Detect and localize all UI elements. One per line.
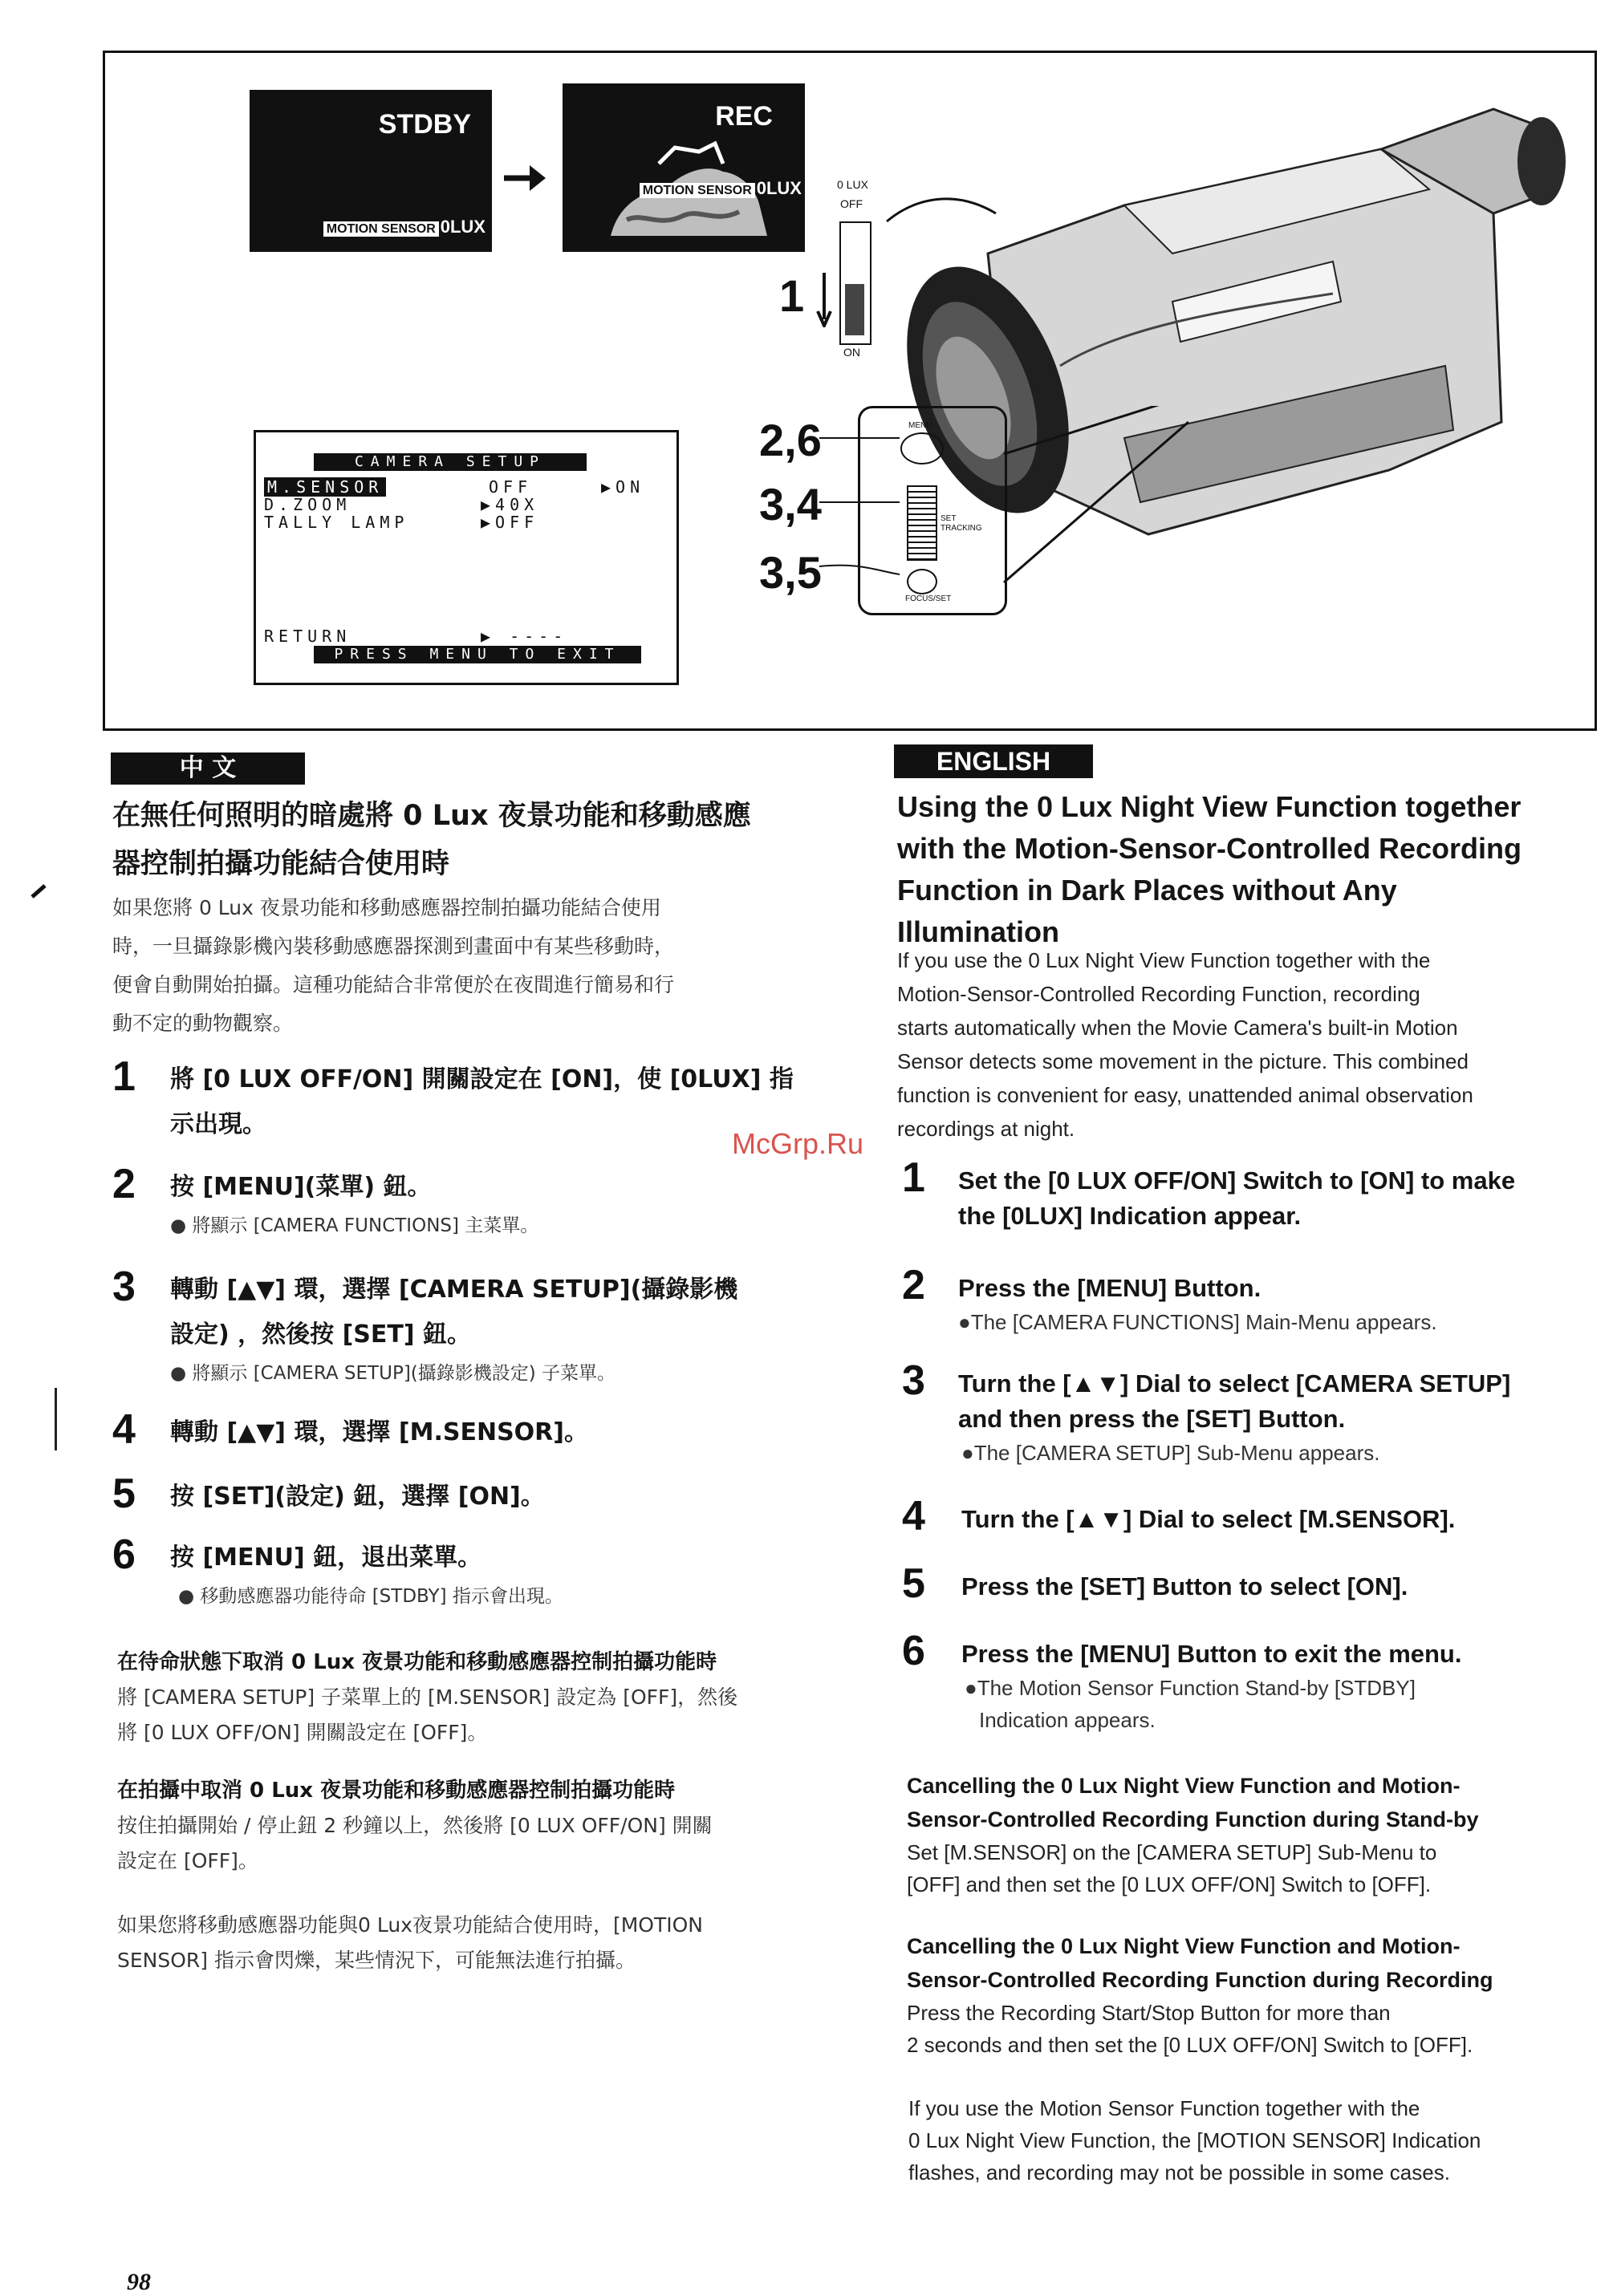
english-intro bbox=[897, 943, 1611, 1146]
english-step-5 bbox=[902, 1560, 1608, 1607]
english-step-text: Press the [SET] Button to select [ON]. bbox=[961, 1572, 1408, 1600]
english-step-note: Indication appears. bbox=[979, 1708, 1156, 1732]
menu-row-msensor[interactable] bbox=[264, 477, 673, 497]
callout-2-6: 2,6 bbox=[759, 415, 822, 465]
english-cancel-standby-line: Set [M.SENSOR] on the [CAMERA SETUP] Sub-Menu to bbox=[907, 1840, 1437, 1864]
callout-3-5: 3,5 bbox=[759, 547, 822, 598]
english-note-line: flashes, and recording may not be possible in some cases. bbox=[908, 2160, 1450, 2184]
english-intro-line: Motion-Sensor-Controlled Recording Function, recording bbox=[897, 982, 1420, 1006]
watermark-link[interactable]: McGrp.Ru bbox=[732, 1127, 864, 1160]
english-step-number: 2 bbox=[902, 1262, 925, 1308]
english-note bbox=[908, 2092, 1615, 2189]
menu-return-value: ▶ ---- bbox=[481, 627, 568, 646]
stdby-indicator-row bbox=[323, 217, 486, 237]
chinese-step-text: 轉動 [▲▼] 環，選擇 [CAMERA SETUP](攝錄影機 bbox=[170, 1276, 738, 1304]
english-step-number: 3 bbox=[902, 1357, 925, 1404]
chinese-step-6 bbox=[112, 1531, 835, 1612]
english-title bbox=[897, 786, 1603, 953]
menu-button-label: MENU bbox=[908, 421, 932, 430]
english-cancel-recording-line: Press the Recording Start/Stop Button for more than bbox=[907, 2001, 1391, 2025]
menu-row-tally-opt1: ▶OFF bbox=[481, 513, 539, 532]
chinese-step-text: 設定) ，然後按 [SET] 鈕。 bbox=[170, 1320, 472, 1349]
step-1-callout: 1 bbox=[779, 270, 805, 321]
stdby-motion-sensor-label: MOTION SENSOR bbox=[323, 221, 439, 237]
chinese-step-number: 5 bbox=[112, 1470, 136, 1517]
chinese-step-note: ● 移動感應器功能待命 [STDBY] 指示會出現。 bbox=[178, 1586, 563, 1607]
callout-leader-lines bbox=[811, 406, 1261, 615]
switch-label-on: ON bbox=[843, 346, 860, 359]
english-step-text: Set the [0 LUX OFF/ON] Switch to [ON] to make bbox=[958, 1166, 1516, 1195]
chinese-step-note: ● 將顯示 [CAMERA SETUP](攝錄影機設定) 子菜單。 bbox=[170, 1363, 616, 1384]
english-step-text: and then press the [SET] Button. bbox=[958, 1405, 1346, 1433]
english-step-text: Turn the [▲▼] Dial to select [M.SENSOR]. bbox=[961, 1505, 1456, 1533]
stdby-mode-label: STDBY bbox=[378, 109, 471, 140]
english-cancel-standby-line: [OFF] and then set the [0 LUX OFF/ON] Switch to [OFF]. bbox=[907, 1872, 1432, 1896]
0lux-switch[interactable] bbox=[839, 221, 871, 345]
menu-row-dzoom-opt1: ▶40X bbox=[481, 495, 539, 514]
menu-row-dzoom-name: D.ZOOM bbox=[264, 495, 351, 514]
chinese-step-text: 按 [SET](設定) 鈕，選擇 [ON]。 bbox=[170, 1483, 545, 1511]
chinese-note bbox=[117, 1908, 839, 1978]
english-step-note: ●The [CAMERA FUNCTIONS] Main-Menu appears. bbox=[958, 1310, 1437, 1334]
chinese-section-header: 中 文 bbox=[111, 752, 305, 785]
english-step-note: ●The [CAMERA SETUP] Sub-Menu appears. bbox=[961, 1441, 1380, 1465]
english-title-line: Function in Dark Places without Any bbox=[897, 874, 1397, 907]
illustration-panel bbox=[103, 51, 1597, 731]
english-intro-line: starts automatically when the Movie Camera's built-in Motion bbox=[897, 1016, 1458, 1040]
chinese-intro-line: 動不定的動物觀察。 bbox=[112, 1012, 294, 1035]
chinese-step-2 bbox=[112, 1161, 835, 1242]
margin-tick-icon bbox=[29, 881, 48, 900]
english-step-3 bbox=[902, 1357, 1608, 1469]
rec-indicator-row bbox=[640, 178, 802, 199]
menu-row-tally-name: TALLY LAMP bbox=[264, 513, 409, 532]
chinese-cancel-recording-line: 按住拍攝開始 / 停止鈕 2 秒鐘以上，然後將 [0 LUX OFF/ON] 開關 bbox=[117, 1814, 713, 1837]
rec-mode-label: REC bbox=[715, 101, 773, 132]
chinese-step-5 bbox=[112, 1470, 835, 1519]
english-step-text: the [0LUX] Indication appear. bbox=[958, 1202, 1302, 1230]
chinese-cancel-recording-line: 設定在 [OFF]。 bbox=[117, 1849, 258, 1872]
english-cancel-standby-title: Cancelling the 0 Lux Night View Function and Motion- bbox=[907, 1774, 1461, 1798]
chinese-step-number: 2 bbox=[112, 1161, 136, 1207]
chinese-note-line: 如果您將移動感應器功能與0 Lux夜景功能結合使用時，[MOTION bbox=[117, 1913, 704, 1937]
margin-mark bbox=[55, 1388, 57, 1450]
chinese-step-4 bbox=[112, 1406, 835, 1455]
switch-slider[interactable] bbox=[845, 284, 864, 335]
chinese-step-note: ● 將顯示 [CAMERA FUNCTIONS] 主菜單。 bbox=[170, 1215, 539, 1236]
chinese-step-number: 1 bbox=[112, 1053, 136, 1100]
switch-label-off: OFF bbox=[840, 197, 863, 210]
set-label: SET bbox=[941, 514, 957, 523]
chinese-title-line-1: 在無任何照明的暗處將 0 Lux 夜景功能和移動感應 bbox=[112, 800, 751, 832]
chinese-cancel-recording bbox=[117, 1773, 839, 1879]
english-step-number: 5 bbox=[902, 1560, 925, 1607]
english-cancel-recording-title: Sensor-Controlled Recording Function during Recording bbox=[907, 1968, 1493, 1992]
menu-return-label: RETURN bbox=[264, 627, 351, 646]
camera-setup-menu-screen bbox=[254, 430, 679, 685]
chinese-title-line-2: 器控制拍攝功能結合使用時 bbox=[112, 848, 450, 880]
english-cancel-standby-title: Sensor-Controlled Recording Function during Stand-by bbox=[907, 1807, 1479, 1832]
arrow-right-icon bbox=[502, 162, 547, 194]
chinese-step-text: 按 [MENU](菜單) 鈕。 bbox=[170, 1173, 432, 1201]
switch-label-0lux: 0 LUX bbox=[837, 178, 868, 191]
chinese-cancel-standby bbox=[117, 1645, 839, 1750]
menu-row-return[interactable] bbox=[264, 627, 673, 646]
chinese-note-line: SENSOR] 指示會閃爍，某些情況下，可能無法進行拍攝。 bbox=[117, 1949, 636, 1972]
english-cancel-recording bbox=[907, 1929, 1613, 2061]
menu-row-msensor-opt1: OFF bbox=[489, 477, 533, 497]
page-number: 98 bbox=[127, 2269, 151, 2295]
chinese-cancel-standby-title: 在待命狀態下取消 0 Lux 夜景功能和移動感應器控制拍攝功能時 bbox=[117, 1650, 717, 1674]
chinese-cancel-standby-line: 將 [0 LUX OFF/ON] 開關設定在 [OFF]。 bbox=[117, 1721, 488, 1744]
english-step-2 bbox=[902, 1262, 1608, 1338]
chinese-intro-line: 便會自動開始拍攝。這種功能結合非常便於在夜間進行簡易和行 bbox=[112, 973, 675, 996]
english-step-number: 1 bbox=[902, 1154, 925, 1201]
english-step-6 bbox=[902, 1628, 1608, 1736]
chinese-step-text: 示出現。 bbox=[170, 1110, 266, 1138]
english-note-line: If you use the Motion Sensor Function together with the bbox=[908, 2096, 1420, 2120]
english-intro-line: If you use the 0 Lux Night View Function together with the bbox=[897, 948, 1431, 972]
english-intro-line: recordings at night. bbox=[897, 1117, 1075, 1141]
chinese-step-1 bbox=[112, 1053, 835, 1147]
arrow-down-icon bbox=[815, 271, 834, 327]
english-section-header: ENGLISH bbox=[894, 744, 1093, 778]
english-step-number: 4 bbox=[902, 1493, 925, 1539]
chinese-title bbox=[112, 792, 835, 888]
english-title-line: Illumination bbox=[897, 915, 1059, 948]
chinese-cancel-recording-title: 在拍攝中取消 0 Lux 夜景功能和移動感應器控制拍攝功能時 bbox=[117, 1779, 676, 1803]
rec-viewfinder-screen bbox=[563, 83, 805, 252]
menu-row-msensor-opt2: ▶ON bbox=[601, 477, 645, 497]
english-step-text: Turn the [▲▼] Dial to select [CAMERA SETUP] bbox=[958, 1369, 1511, 1397]
menu-row-tally-lamp[interactable] bbox=[264, 513, 673, 532]
chinese-intro bbox=[112, 889, 835, 1043]
chinese-step-number: 3 bbox=[112, 1264, 136, 1310]
stdby-viewfinder-screen bbox=[250, 90, 492, 252]
english-cancel-standby bbox=[907, 1769, 1613, 1900]
chinese-step-text: 按 [MENU] 鈕，退出菜單。 bbox=[170, 1544, 482, 1572]
rec-motion-sensor-label: MOTION SENSOR bbox=[640, 183, 755, 198]
english-step-number: 6 bbox=[902, 1628, 925, 1674]
english-title-line: with the Motion-Sensor-Controlled Recording bbox=[897, 832, 1522, 865]
menu-row-msensor-name: M.SENSOR bbox=[264, 477, 386, 497]
stdby-0lux-label: 0LUX bbox=[440, 217, 486, 237]
tracking-label: TRACKING bbox=[941, 524, 982, 533]
chinese-intro-line: 如果您將 0 Lux 夜景功能和移動感應器控制拍攝功能結合使用 bbox=[112, 896, 661, 919]
english-step-text: Press the [MENU] Button to exit the menu. bbox=[961, 1640, 1462, 1668]
english-note-line: 0 Lux Night View Function, the [MOTION SENSOR] Indication bbox=[908, 2128, 1481, 2152]
rec-0lux-label: 0LUX bbox=[756, 178, 802, 198]
chinese-intro-line: 時，一旦攝錄影機內裝移動感應器探測到畫面中有某些移動時， bbox=[112, 935, 675, 958]
english-intro-line: function is convenient for easy, unattended animal observation bbox=[897, 1083, 1473, 1107]
menu-title-bar: CAMERA SETUP bbox=[314, 453, 587, 471]
english-step-text: Press the [MENU] Button. bbox=[958, 1274, 1262, 1302]
english-intro-line: Sensor detects some movement in the picture. This combined bbox=[897, 1049, 1469, 1073]
english-step-note: ●The Motion Sensor Function Stand-by [STDBY] bbox=[965, 1676, 1416, 1700]
menu-exit-bar: PRESS MENU TO EXIT bbox=[314, 646, 641, 663]
english-step-1 bbox=[902, 1154, 1608, 1234]
callout-3-4: 3,4 bbox=[759, 479, 822, 529]
focus-set-label: FOCUS/SET bbox=[905, 594, 952, 603]
menu-row-dzoom[interactable] bbox=[264, 495, 673, 514]
chinese-cancel-standby-line: 將 [CAMERA SETUP] 子菜單上的 [M.SENSOR] 設定為 [OFF]，然後 bbox=[117, 1685, 738, 1709]
chinese-step-text: 將 [0 LUX OFF/ON] 開關設定在 [ON]，使 [0LUX] 指 bbox=[170, 1065, 794, 1093]
chinese-step-number: 6 bbox=[112, 1531, 136, 1578]
english-step-4 bbox=[902, 1493, 1608, 1539]
chinese-step-text: 轉動 [▲▼] 環，選擇 [M.SENSOR]。 bbox=[170, 1418, 588, 1446]
chinese-step-number: 4 bbox=[112, 1406, 136, 1453]
english-cancel-recording-line: 2 seconds and then set the [0 LUX OFF/ON] Switch to [OFF]. bbox=[907, 2033, 1473, 2057]
english-cancel-recording-title: Cancelling the 0 Lux Night View Function and Motion- bbox=[907, 1934, 1461, 1958]
english-title-line: Using the 0 Lux Night View Function together bbox=[897, 790, 1522, 823]
chinese-step-3 bbox=[112, 1264, 835, 1389]
